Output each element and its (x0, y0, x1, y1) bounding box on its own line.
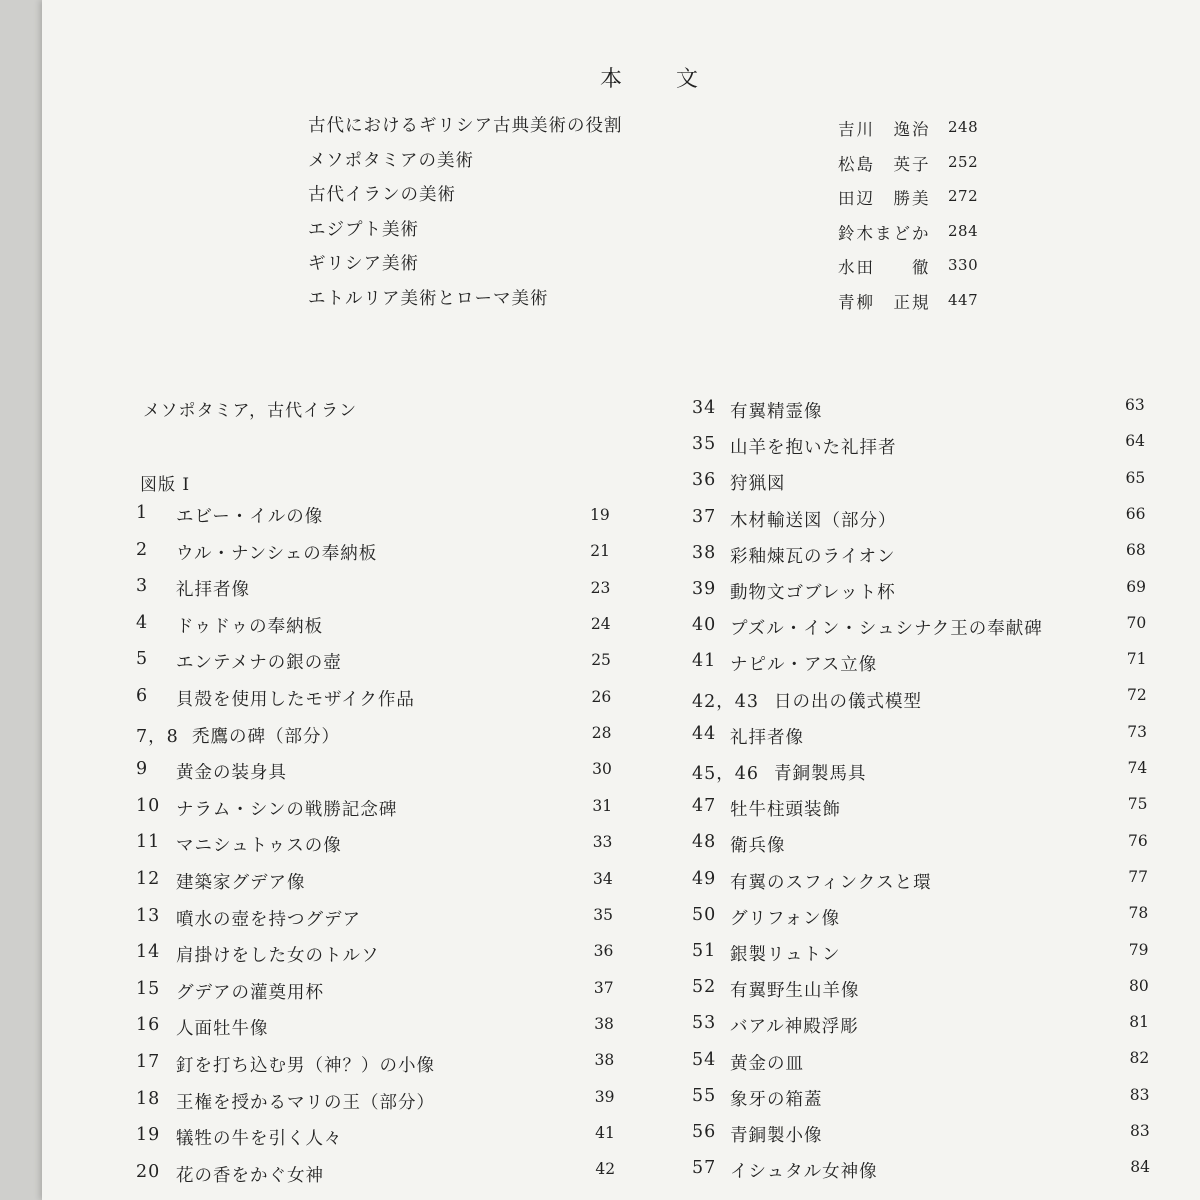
plate-page: 84 (1130, 1158, 1150, 1177)
plate-page: 23 (590, 578, 611, 597)
plate-page: 31 (592, 796, 613, 815)
plate-title: 礼拝者像 (730, 727, 804, 748)
plate-number: 55 (692, 1085, 717, 1106)
essay-title: 古代イランの美術 (308, 185, 456, 205)
plate-title: グリフォン像 (730, 908, 841, 929)
plate-number: 11 (136, 832, 161, 853)
plate-page: 71 (1126, 650, 1147, 669)
plate-title: 日の出の儀式模型 (774, 691, 922, 712)
plate-page: 79 (1128, 940, 1149, 959)
section-title-char-1: 本 (600, 67, 625, 92)
plate-page: 19 (590, 506, 610, 524)
plate-number: 56 (692, 1122, 717, 1142)
essay-row (308, 250, 1008, 285)
essay-page: 330 (948, 256, 979, 274)
plate-title: 建築家グデア像 (176, 873, 306, 893)
plate-number: 52 (692, 977, 717, 998)
plate-number: 36 (692, 470, 717, 491)
plate-title: ナラム・シンの戦勝記念碑 (176, 799, 398, 820)
essay-author: 吉川 逸治 (838, 120, 931, 139)
plate-title: 礼拝者像 (176, 580, 250, 601)
plate-page: 70 (1126, 613, 1147, 632)
essay-list (308, 112, 1008, 319)
plate-number: 42，43 (692, 691, 760, 712)
plate-title: エンテメナの銀の壺 (176, 653, 342, 674)
plate-page: 77 (1128, 867, 1148, 886)
plate-title: 木材輸送図（部分） (730, 510, 897, 531)
plate-number: 15 (136, 978, 161, 999)
plate-page: 68 (1126, 541, 1146, 560)
plate-number: 18 (136, 1088, 161, 1109)
essay-row (308, 216, 1008, 251)
plate-title: バアル神殿浮彫 (730, 1017, 859, 1038)
plate-page: 69 (1126, 577, 1146, 596)
plate-title: 禿鷹の碑（部分） (192, 726, 340, 747)
section-title (600, 62, 700, 93)
plate-number: 13 (136, 905, 161, 926)
plate-page: 73 (1127, 722, 1147, 741)
plate-title: 青銅製小像 (730, 1126, 823, 1146)
plate-title: 人面牡牛像 (176, 1019, 269, 1040)
section-title-char-2: 文 (675, 67, 700, 92)
plate-title: 有翼精霊像 (730, 402, 823, 422)
plate-page: 39 (594, 1087, 615, 1106)
plate-title: ナピル・アス立像 (730, 655, 878, 676)
plate-title: 犠牲の牛を引く人々 (176, 1129, 343, 1150)
plate-page: 63 (1125, 396, 1145, 414)
plate-page: 72 (1127, 686, 1147, 705)
essay-page: 284 (948, 221, 979, 240)
plate-number: 44 (692, 723, 717, 744)
plate-number: 16 (136, 1015, 161, 1036)
essay-row (308, 285, 1008, 320)
plate-number: 20 (136, 1161, 161, 1182)
plate-page: 41 (595, 1123, 615, 1142)
plate-number: 49 (692, 868, 717, 889)
plate-title: 象牙の箱蓋 (730, 1089, 823, 1110)
region-heading: メソポタミア，古代イラン (143, 401, 358, 421)
plate-title: 衛兵像 (730, 836, 786, 857)
plate-page: 65 (1125, 468, 1146, 487)
plate-page: 33 (592, 833, 613, 852)
essay-row (308, 112, 1008, 147)
plate-page: 36 (593, 942, 614, 961)
plate-number: 34 (692, 398, 717, 418)
plate-page: 74 (1127, 759, 1148, 777)
plate-page: 64 (1125, 432, 1145, 451)
plate-page: 37 (593, 978, 614, 997)
plate-number: 7，8 (136, 726, 179, 747)
plate-number: 38 (692, 542, 717, 563)
essay-page: 252 (948, 152, 979, 171)
plate-page: 66 (1125, 504, 1146, 523)
plate-number: 47 (692, 796, 717, 817)
plate-number: 53 (692, 1013, 717, 1034)
plate-title: ウル・ナンシェの奉納板 (176, 543, 378, 564)
plate-title: イシュタル女神像 (730, 1162, 878, 1183)
plate-page: 21 (590, 542, 611, 561)
plate-title: エビー・イルの像 (176, 507, 324, 527)
essay-author: 水田 徹 (838, 258, 931, 277)
plate-number: 57 (692, 1158, 717, 1179)
essay-author: 鈴木まどか (838, 223, 931, 243)
plate-number: 45，46 (692, 764, 760, 784)
plate-page: 83 (1129, 1085, 1150, 1104)
plate-page: 34 (593, 869, 613, 888)
plate-title: マニシュトゥスの像 (176, 836, 342, 857)
plate-number: 17 (136, 1052, 161, 1072)
plate-page: 24 (590, 615, 611, 634)
plate-title: 動物文ゴブレット杯 (730, 583, 896, 603)
plate-title: 有翼野生山羊像 (730, 981, 860, 1002)
essay-author: 青柳 正規 (838, 292, 931, 312)
plate-title: 彩釉煉瓦のライオン (730, 546, 896, 567)
plate-number: 14 (136, 942, 161, 963)
plate-page: 82 (1129, 1049, 1150, 1068)
plate-title: 貝殻を使用したモザイク作品 (176, 690, 415, 710)
plate-page: 75 (1127, 795, 1148, 814)
plate-number: 51 (692, 941, 717, 961)
essay-page: 447 (948, 290, 979, 309)
plate-title: 銀製リュトン (730, 945, 841, 965)
plate-page: 38 (594, 1014, 614, 1033)
plate-title: 牡牛柱頭装飾 (730, 800, 841, 821)
plate-title: 花の香をかぐ女神 (176, 1165, 324, 1186)
essay-row (308, 181, 1008, 216)
essay-author: 田辺 勝美 (838, 189, 931, 208)
plate-page: 76 (1128, 831, 1148, 850)
plate-number: 12 (136, 869, 161, 889)
plate-title: 釘を打ち込む男（神？）の小像 (176, 1056, 435, 1076)
plate-title: 有翼のスフィンクスと環 (730, 872, 932, 893)
plate-page: 25 (591, 651, 611, 670)
plate-page: 30 (592, 760, 612, 779)
essay-page: 272 (948, 187, 979, 205)
plate-page: 26 (591, 687, 612, 706)
plate-title: グデアの灌奠用杯 (176, 982, 324, 1003)
plate-number: 2 (136, 539, 149, 560)
plate-number: 39 (692, 579, 717, 599)
plate-number: 19 (136, 1125, 161, 1146)
plate-number: 4 (136, 612, 149, 633)
essay-title: 古代におけるギリシア古典美術の役割 (308, 116, 623, 136)
essay-page: 248 (948, 118, 979, 136)
plate-title: 王権を授かるマリの王（部分） (176, 1092, 435, 1113)
plate-title: プズル・イン・シュシナク王の奉献碑 (730, 619, 1043, 640)
plate-title: 黄金の皿 (730, 1053, 804, 1074)
plate-number: 48 (692, 832, 717, 853)
plate-title: 山羊を抱いた礼拝者 (730, 438, 897, 459)
plates-heading: 図版 I (140, 475, 191, 495)
essay-title: エトルリア美術とローマ美術 (308, 288, 549, 309)
plate-number: 50 (692, 904, 717, 925)
plate-number: 1 (136, 503, 149, 523)
plate-number: 37 (692, 506, 717, 527)
essay-title: メソポタミアの美術 (308, 150, 474, 171)
plate-number: 35 (692, 434, 717, 455)
plate-page: 42 (595, 1160, 616, 1179)
plate-number: 54 (692, 1049, 717, 1070)
essay-title: エジプト美術 (308, 219, 419, 240)
plate-number: 3 (136, 576, 149, 597)
plate-title: 肩掛けをした女のトルソ (176, 946, 380, 967)
plate-title: 狩猟図 (730, 474, 786, 495)
plate-page: 35 (593, 905, 614, 924)
plate-title: 青銅製馬具 (774, 764, 867, 784)
plate-title: 噴水の壺を持つグデア (176, 909, 361, 930)
plate-number: 41 (692, 651, 717, 672)
plate-number: 5 (136, 649, 149, 670)
plate-number: 40 (692, 615, 717, 636)
plate-title: ドゥドゥの奉納板 (176, 616, 324, 637)
plate-page: 80 (1129, 976, 1149, 995)
essay-title: ギリシア美術 (308, 254, 419, 274)
plate-page: 83 (1130, 1122, 1150, 1140)
essay-row (308, 147, 1008, 182)
plate-title: 黄金の装身具 (176, 763, 287, 784)
plate-page: 38 (594, 1051, 615, 1070)
plate-page: 28 (591, 724, 612, 743)
plate-number: 9 (136, 759, 149, 780)
essay-author: 松島 英子 (838, 154, 931, 174)
plate-page: 78 (1128, 904, 1149, 923)
plate-page: 81 (1129, 1013, 1149, 1032)
plate-number: 6 (136, 686, 149, 706)
plate-number: 10 (136, 795, 161, 816)
